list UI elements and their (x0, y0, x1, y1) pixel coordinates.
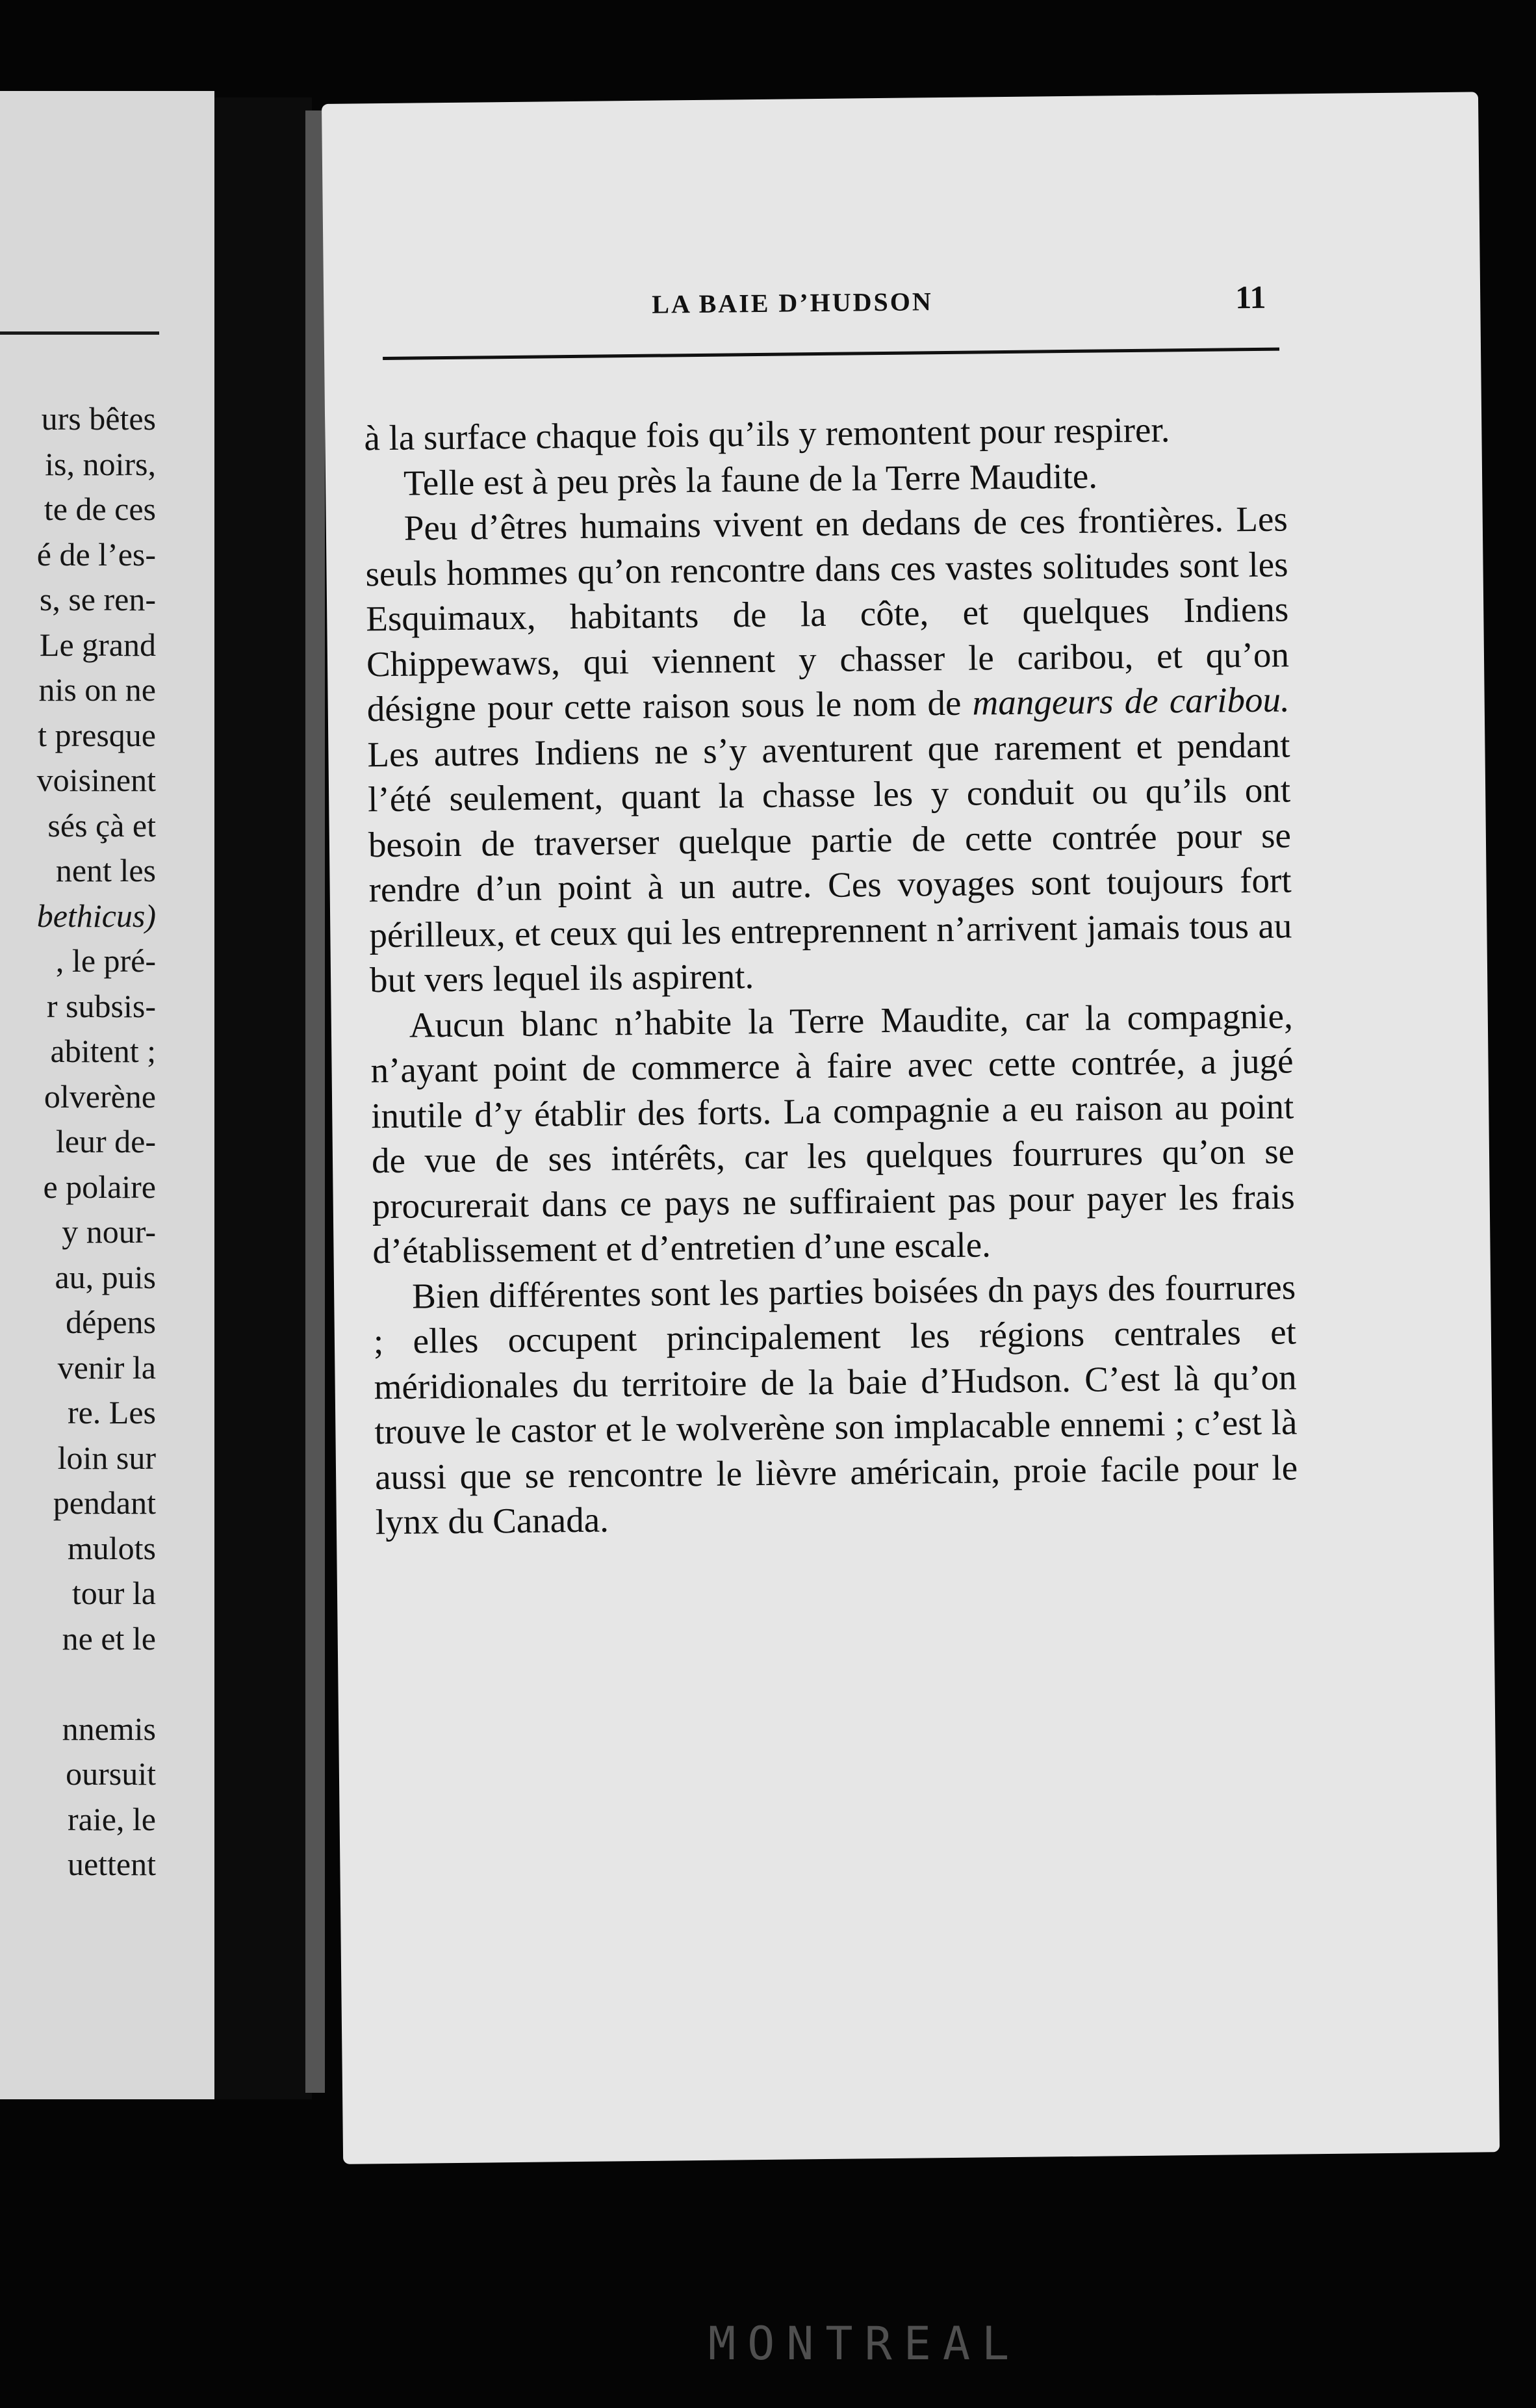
left-page-line: ne et le (62, 1620, 156, 1657)
left-page-line: r subsis- (46, 987, 156, 1024)
right-page (322, 92, 1500, 2164)
left-page-line: e polaire (43, 1168, 156, 1205)
left-page-line: , le pré- (55, 942, 156, 979)
left-page-line: oursuit (66, 1755, 156, 1792)
paragraph: à la surface chaque fois qu’ils y remontent pour respirer. (364, 409, 1170, 458)
left-page-line: au, puis (55, 1258, 156, 1295)
paragraph-text: Les autres Indiens ne s’y aventurent que rarement et pendant l’été seulement, quant la chasse les y conduit ou qu’ils ont besoin de traverser quelque partie de cette contrée pour se rendre d’un point à un autre. Ces voyages sont toujours fort périlleux, et ceux qui les entreprennent n’arrivent jamais tous au but vers lequel ils aspirent. (367, 724, 1292, 1000)
left-page-line (0, 1661, 156, 1707)
left-page-line: voisinent (36, 762, 156, 798)
left-page-line: nnemis (62, 1710, 156, 1747)
perforated-stamp: MONTREAL (708, 2317, 1021, 2370)
italic-phrase: mangeurs de caribou. (972, 679, 1290, 723)
paragraph: Telle est à peu près la faune de la Terre Maudite. (403, 456, 1098, 503)
running-head: LA BAIE D’HUDSON (652, 287, 933, 319)
left-page-line: is, noirs, (45, 445, 156, 482)
left-page-line: raie, le (67, 1800, 156, 1837)
header-rule (383, 348, 1279, 360)
left-page-line: s, se ren- (39, 581, 156, 617)
left-page-line: urs bêtes (41, 400, 156, 437)
left-page-line: loin sur (57, 1439, 156, 1476)
left-page-line: nent les (55, 852, 156, 888)
left-page-line: y nour- (62, 1213, 156, 1250)
paragraph (365, 496, 1292, 1002)
paragraph: Aucun blanc n’habite la Terre Maudite, car la compagnie, n’ayant point de commerce à faire avec cette contrée, a jugé inutile d’y établir des forts. La compagnie a eu raison au point de vue de ses intérêts, car les quelques fourrures qu’on se procurerait dans ce pays ne suffiraient pas pour payer les frais d’établissement et d’entretien d’une escale. (370, 995, 1295, 1271)
left-page-line: nis on ne (38, 671, 156, 708)
left-page-line: é de l’es- (36, 536, 156, 573)
page-edge (305, 110, 325, 2093)
left-page-line: bethicus) (36, 897, 156, 934)
left-header-rule (0, 331, 159, 335)
left-page-line: sés çà et (47, 807, 156, 844)
left-page-line: re. Les (67, 1394, 156, 1431)
left-page-line: uettent (67, 1846, 156, 1882)
left-page-line: tour la (71, 1575, 156, 1611)
left-page-line: venir la (57, 1349, 156, 1386)
left-page-line: leur de- (55, 1123, 156, 1159)
book-spine (214, 97, 312, 2099)
left-page-line: pendant (53, 1484, 156, 1521)
left-page-line: olverène (44, 1078, 156, 1115)
body-text (364, 406, 1298, 1544)
left-page (0, 91, 214, 2099)
paragraph: Bien différentes sont les parties boisées dn pays des fourrures ; elles occupent principalement les régions centrales et méridionales du territoire de la baie d’Hudson. C’est là qu’on trouve le castor et le wolverène son implacable ennemi ; c’est là aussi que se rencontre le lièvre américain, proie facile pour le lynx du Canada. (373, 1266, 1298, 1542)
paragraph-text: Peu d’êtres humains vivent en dedans de ces frontières. Les seuls hommes qu’on rencontre dans ces vastes solitudes sont les Esquimaux, habitants de la côte, et quelques Indiens Chippewaws, qui viennent y chasser le caribou, et qu’on désigne pour cette raison sous le nom de (365, 498, 1290, 729)
left-page-line: abitent ; (50, 1033, 156, 1069)
left-page-text (0, 396, 156, 1887)
page-number: 11 (1235, 278, 1266, 316)
left-page-line: te de ces (44, 491, 156, 527)
left-page-line: Le grand (39, 626, 156, 663)
left-page-line: mulots (67, 1529, 156, 1566)
left-page-line: t presque (38, 716, 156, 753)
left-page-line: dépens (66, 1304, 156, 1340)
